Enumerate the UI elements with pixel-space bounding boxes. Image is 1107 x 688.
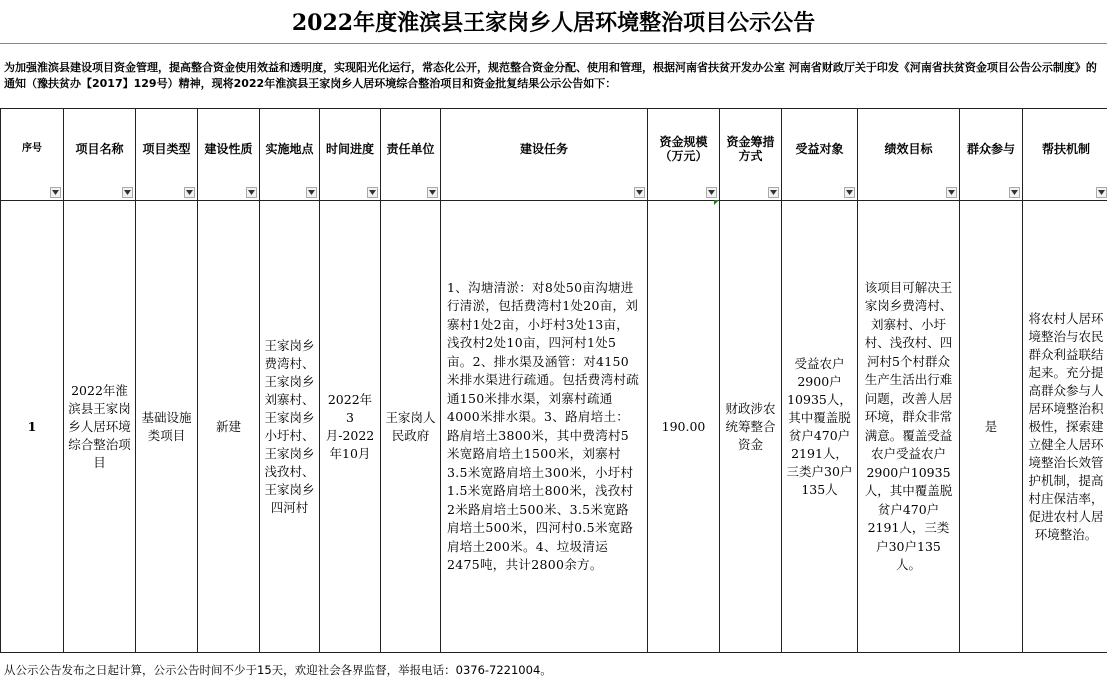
filter-dropdown-icon[interactable] <box>306 187 317 198</box>
filter-dropdown-icon[interactable] <box>946 187 957 198</box>
filter-dropdown-icon[interactable] <box>50 187 61 198</box>
cell-funds-text: 190.00 <box>661 418 706 434</box>
cell-funds[interactable] <box>648 201 720 653</box>
header-mechanism: 帮扶机制 <box>1023 109 1107 201</box>
filter-dropdown-icon[interactable] <box>122 187 133 198</box>
cell-location[interactable] <box>260 201 320 653</box>
header-participation: 群众参与 <box>960 109 1023 201</box>
cell-performance-text: 该项目可解决王家岗乡费湾村、刘寨村、小圩村、浅孜村、四河村5个村群众生产生活出行难问题，改善人居环境，群众非常满意。覆盖受益农户受益农户2900户10935人，其中覆盖脱贫户470户2191人，三类户30户135人。 <box>864 279 953 572</box>
table-row <box>1 201 1107 653</box>
cell-funding-method-text: 财政涉农统筹整合资金 <box>725 400 776 452</box>
filter-dropdown-icon[interactable] <box>367 187 378 198</box>
comment-indicator-icon <box>714 200 719 205</box>
cell-location-text: 王家岗乡费湾村、王家岗乡刘寨村、王家岗乡小圩村、王家岗乡浅孜村、王家岗乡四河村 <box>264 337 315 515</box>
cell-name-text: 2022年淮滨县王家岗乡人居环境综合整治项目 <box>68 382 131 470</box>
header-task: 建设任务 <box>441 109 648 201</box>
footer-note: 从公示公告发布之日起计算，公示公告时间不少于15天，欢迎社会各界监督，举报电话：0376-7221004。 <box>4 663 552 677</box>
cell-nature[interactable] <box>198 201 260 653</box>
header-beneficiaries: 受益对象 <box>782 109 858 201</box>
filter-dropdown-icon[interactable] <box>427 187 438 198</box>
filter-dropdown-icon[interactable] <box>1096 187 1107 198</box>
header-type: 项目类型 <box>136 109 198 201</box>
filter-dropdown-icon[interactable] <box>768 187 779 198</box>
header-location: 实施地点 <box>260 109 320 201</box>
cell-seq[interactable]: 1 <box>1 201 64 653</box>
header-funds: 资金规模（万元） <box>648 109 720 201</box>
cell-beneficiaries-text: 受益农户2900户10935人，其中覆盖脱贫户470户2191人，三类户30户135人 <box>786 355 853 497</box>
cell-schedule-text: 2022年3月-2022年10月 <box>325 391 375 461</box>
header-seq: 序号 <box>1 109 64 201</box>
cell-nature-text: 新建 <box>215 418 241 434</box>
cell-task-text: 1、沟塘清淤：对8处50亩沟塘进行清淤，包括费湾村1处20亩，刘寨村1处2亩，小圩村3处13亩，浅孜村2处10亩，四河村1处5亩。2、排水渠及涵管：对4150米排水渠进行疏通。包括费湾村疏通150米排水渠，刘寨村疏通4000米排水渠。3、路肩培土：路肩培土3800米，其中费湾村5米宽路肩培土1500米，刘寨村3.5米宽路肩培土300米，小圩村1.5米宽路肩培土800米，浅孜村2米路肩培土500米、3.5米宽路肩培土500米，四河村0.5米宽路肩培土200米。4、垃圾清运2475吨，共计2800余方。 <box>447 279 640 572</box>
filter-dropdown-icon[interactable] <box>184 187 195 198</box>
header-unit: 责任单位 <box>381 109 441 201</box>
header-name: 项目名称 <box>64 109 136 201</box>
filter-dropdown-icon[interactable] <box>246 187 257 198</box>
cell-funding-method[interactable] <box>720 201 782 653</box>
cell-task[interactable] <box>441 201 648 653</box>
cell-type[interactable] <box>136 201 198 653</box>
cell-participation[interactable] <box>960 201 1023 653</box>
cell-name[interactable] <box>64 201 136 653</box>
page-title: 2022年度淮滨县王家岗乡人居环境整治项目公示公告 <box>0 0 1107 44</box>
filter-dropdown-icon[interactable] <box>634 187 645 198</box>
cell-type-text: 基础设施类项目 <box>141 409 192 443</box>
cell-participation-text: 是 <box>984 418 998 434</box>
header-performance: 绩效目标 <box>858 109 960 201</box>
cell-performance[interactable] <box>858 201 960 653</box>
filter-dropdown-icon[interactable] <box>844 187 855 198</box>
cell-mechanism[interactable] <box>1023 201 1107 653</box>
header-row <box>1 109 1107 201</box>
project-table <box>0 108 1107 653</box>
filter-dropdown-icon[interactable] <box>1009 187 1020 198</box>
cell-beneficiaries[interactable] <box>782 201 858 653</box>
cell-unit-text: 王家岗人民政府 <box>385 409 436 443</box>
header-nature: 建设性质 <box>198 109 260 201</box>
filter-dropdown-icon[interactable] <box>706 187 717 198</box>
cell-schedule[interactable] <box>320 201 381 653</box>
cell-unit[interactable] <box>381 201 441 653</box>
header-schedule: 时间进度 <box>320 109 381 201</box>
cell-mechanism-text: 将农村人居环境整治与农民群众利益联结起来。充分提高群众参与人居环境整治积极性，探索建立健全人居环境整治长效管护机制，提高村庄保洁率，促进农村人居环境整治。 <box>1028 310 1104 542</box>
intro-paragraph: 为加强淮滨县建设项目资金管理，提高整合资金使用效益和透明度，实现阳光化运行，常态化公开，规范整合资金分配、使用和管理，根据河南省扶贫开发办公室 河南省财政厅关于印发《河南省扶贫资金项目公告公示制度》的通知（豫扶贫办【2017】129号）精神，现将2022年淮滨县王家岗乡人居环境综合整治项目和资金批复结果公示公告如下： <box>4 61 1097 90</box>
header-funding-method: 资金筹措方式 <box>720 109 782 201</box>
